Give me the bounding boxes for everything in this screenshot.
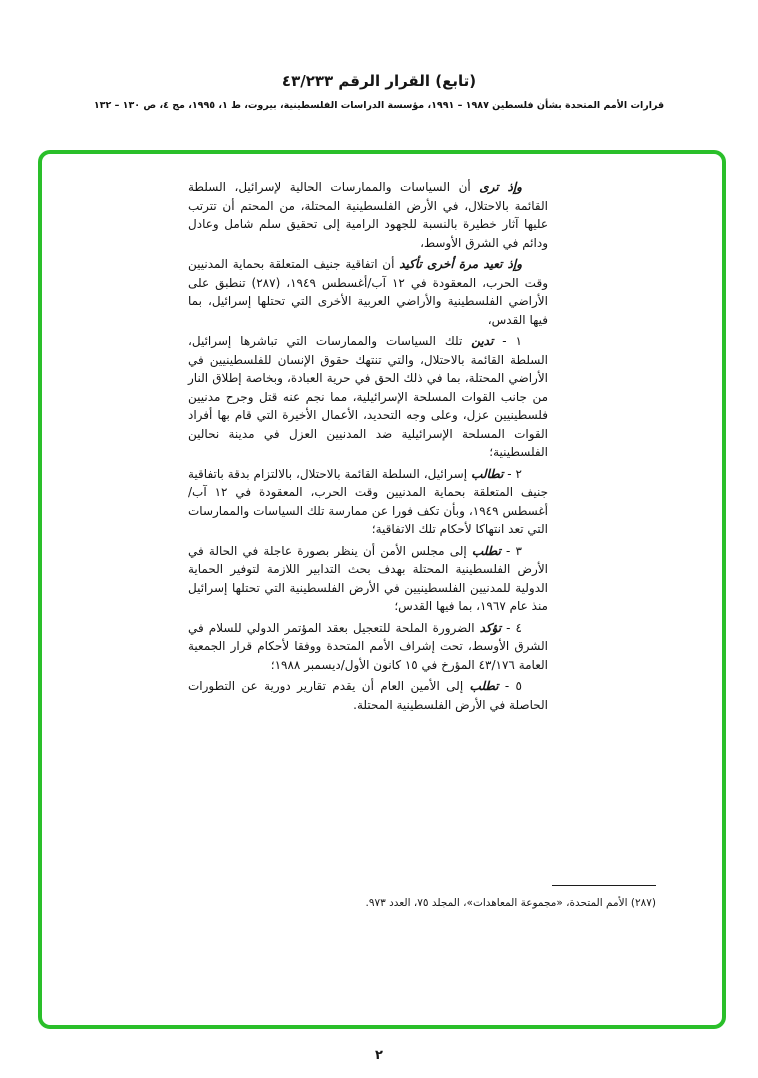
paragraph-number: ٣ - xyxy=(506,543,522,558)
paragraph-number: ٤ - xyxy=(506,620,522,635)
paragraph-lead: تدين xyxy=(471,334,494,348)
paragraph-lead: تطلب xyxy=(471,543,501,558)
paragraph-text: إلى الأمين العام أن يقدم تقارير دورية عن التطورات الحاصلة في الأرض الفلسطينية المحتلة. xyxy=(188,679,548,712)
footnote xyxy=(326,885,656,911)
paragraph-number: ٥ - xyxy=(504,679,522,693)
preamble-paragraph-2 xyxy=(188,255,548,329)
operative-paragraph-3 xyxy=(188,542,548,616)
paragraph-lead: تؤكد xyxy=(479,620,502,635)
operative-paragraph-5 xyxy=(188,677,548,714)
preamble-paragraph-1 xyxy=(188,178,548,252)
annotation-highlight-box xyxy=(38,150,726,1029)
paragraph-text: تلك السياسات والممارسات التي تباشرها إسرائيل، السلطة القائمة بالاحتلال، والتي تنتهك حقوق الإنسان للفلسطينيين في الأراضي المحتلة، بما في ذلك الحق في حرية العبادة، وبخاصة إطلاق النار من جانب القوات المسلحة الإسرائيلية، مما نجم عنه قتل وجرح مدنيين فلسطينيين عزل، وعلى وجه التحديد، الأعمال الأخيرة التي قام بها أفراد القوات المسلحة الإسرائيلية ضد المدنيين العزل في مدينة نحالين الفلسطينية؛ xyxy=(188,334,548,459)
paragraph-number: ٢ - xyxy=(507,466,522,481)
paragraph-lead: وإذ تعيد مرة أخرى تأكيد xyxy=(399,257,522,271)
resolution-title: (تابع) القرار الرقم ٤٣/٢٣٣ xyxy=(281,72,477,90)
source-citation: قرارات الأمم المتحدة بشأن فلسطين ١٩٨٧ – ١٩٩١، مؤسسة الدراسات الفلسطينية، بيروت، ط ١، ١٩٩٥، مج ٤، ص ١٣٠ – ١٣٢ xyxy=(93,100,665,111)
footnote-separator xyxy=(552,885,656,886)
paragraph-text: أن السياسات والممارسات الحالية لإسرائيل، السلطة القائمة بالاحتلال، في الأرض الفلسطينية المحتلة، من المحتم أن تترتب عليها آثار خطيرة بالنسبة للجهود الرامية إلى تحقيق سلم شامل وعادل ودائم في الشرق الأوسط، xyxy=(188,180,548,250)
paragraph-text: إلى مجلس الأمن أن ينظر بصورة عاجلة في الحالة في الأرض الفلسطينية المحتلة بهدف بحث التدابير اللازمة لتوفير الحماية الدولية للمدنيين الفلسطينيين في الأرض الفلسطينية التي تحتلها إسرائيل منذ عام ١٩٦٧، بما فيها القدس؛ xyxy=(188,543,548,613)
paragraph-text: إسرائيل، السلطة القائمة بالاحتلال، بالالتزام بدقة باتفاقية جنيف المتعلقة بحماية المدنيين وقت الحرب، المعقودة في ١٢ آب/أغسطس ١٩٤٩، وبأن تكف فورا عن ممارسة تلك السياسات والممارسات التي تعد انتهاكا لأحكام تلك الاتفاقية؛ xyxy=(188,466,548,536)
document-header xyxy=(0,72,758,111)
paragraph-lead: تطلب xyxy=(469,679,499,693)
footnote-text: (٢٨٧) الأمم المتحدة، «مجموعة المعاهدات»، المجلد ٧٥، العدد ٩٧٣. xyxy=(365,897,656,909)
paragraph-number: ١ - xyxy=(502,334,522,348)
operative-paragraph-2 xyxy=(188,465,548,539)
paragraph-text: الضرورة الملحة للتعجيل بعقد المؤتمر الدولي للسلام في الشرق الأوسط، تحت إشراف الأمم المتحدة ووفقا لأحكام قرار الجمعية العامة ٤٣/١٧٦ المؤرخ في ١٥ كانون الأول/ديسمبر ١٩٨٨؛ xyxy=(188,620,548,672)
operative-paragraph-4 xyxy=(188,619,548,675)
paragraph-text: أن اتفاقية جنيف المتعلقة بحماية المدنيين وقت الحرب، المعقودة في ١٢ آب/أغسطس ١٩٤٩، (٢٨٧) تنطبق على الأراضي الفلسطينية والأراضي العربية الأخرى التي تحتلها إسرائيل، بما فيها القدس، xyxy=(188,257,548,327)
resolution-body xyxy=(188,178,548,717)
paragraph-lead: تطالب xyxy=(471,466,504,481)
operative-paragraph-1 xyxy=(188,332,548,462)
paragraph-lead: وإذ ترى xyxy=(479,180,522,194)
page-number: ٢ xyxy=(375,1048,383,1063)
